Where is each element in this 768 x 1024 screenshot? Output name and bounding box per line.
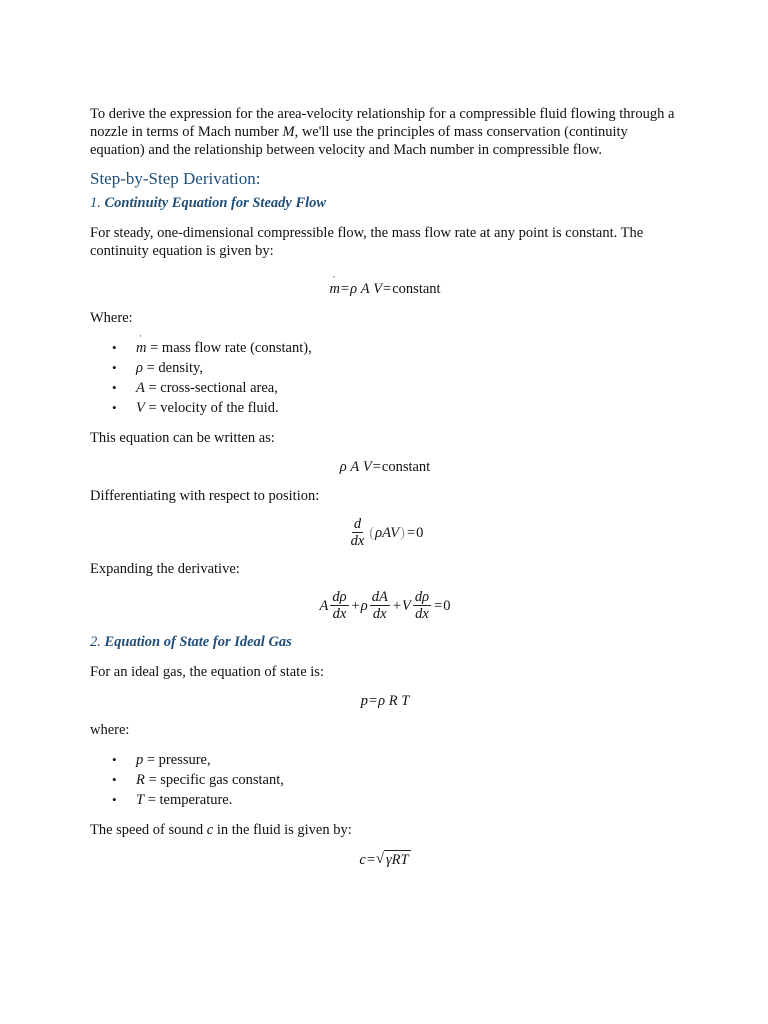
equation-state: p = ρ R T [360,693,410,709]
eq2-rhs: constant [381,459,431,475]
def-text: = mass flow rate (constant), [146,340,312,356]
section1-title [90,194,680,212]
list-item [90,790,680,810]
eq4-n3: dρ [414,589,430,605]
eq1-A: A [360,281,370,297]
def-text: = cross-sectional area, [144,380,278,396]
equation-derivative: $\frac{d}{dx}$ ( ρAV ) = 0 [350,516,424,549]
equation-rho-a-v: ρ A V = constant [339,459,431,475]
definitions-list-2 [90,750,680,810]
eq3-body: ρAV [375,524,400,541]
sound-text-1: The speed of sound [90,822,207,838]
list-item [90,358,680,378]
def-symbol: ρ [136,360,143,376]
list-item [90,770,680,790]
list-item [90,378,680,398]
eq3-num: d [353,516,362,532]
def-text: = density, [142,360,203,376]
section2-title [90,633,680,651]
written-as-text: This equation can be written as: [90,430,275,446]
where-label: Where: [90,310,133,326]
eq6-radicand: γRT [385,852,409,868]
eq5-T: T [401,693,410,709]
section-heading: Step-by-Step Derivation: [90,169,261,188]
eq2-rho: ρ [339,459,347,475]
eq4-frac1 [330,589,348,622]
intro-paragraph [90,105,680,159]
eq4-d1: dx [332,606,347,622]
def-symbol: · m [136,338,146,358]
eq6-c: c [359,851,366,868]
section2-number: 2. [90,634,101,650]
eq4-frac2 [370,589,390,622]
eq5-p: p [360,693,368,709]
def-text: = velocity of the fluid. [144,400,279,416]
document-body [90,105,680,880]
equation-speed-of-sound: c = √ γRT [359,851,409,868]
section1-title-text: Continuity Equation for Steady Flow [104,195,327,211]
eq1-mdot: · m [329,280,339,298]
sqrt-sign: √ γRT [376,851,409,868]
eq4-rho: ρ [360,597,368,614]
list-item [90,750,680,770]
eq3-den: dx [350,533,365,549]
def-symbol: V [136,400,145,416]
def-text: = specific gas constant, [144,772,284,788]
section1-number: 1. [90,195,101,211]
eq4-V: V [402,597,411,614]
eq4-frac3 [413,589,431,622]
mach-symbol: M [282,124,295,140]
eq1-rhs: constant [392,281,441,297]
list-item [90,338,680,358]
eq2-A: A [350,459,360,475]
eq1-rho: ρ [350,281,358,297]
eq3-fraction [349,516,367,549]
intro-text-1: To derive the expression for the area-velocity relationship for a compressible fluid flowing through a nozzle in terms of Mach number [90,106,675,140]
eq2-V: V [362,459,372,475]
ideal-gas-paragraph: For an ideal gas, the equation of state is: [90,664,324,680]
list-item [90,398,680,418]
def-symbol: A [136,380,145,396]
eq4-d2: dx [372,606,387,622]
speed-of-sound-text [90,821,680,839]
eq3-rhs: 0 [416,524,424,541]
where-label-2: where: [90,722,130,738]
def-text: = pressure, [143,752,211,768]
eq5-R: R [388,693,398,709]
eq4-rhs: 0 [443,597,451,614]
equation-mass-flow: · m = ρ A V = constant [90,280,680,298]
def-symbol: R [136,772,145,788]
sound-text-2: in the fluid is given by: [213,822,352,838]
eq4-n2: dA [371,589,388,605]
definitions-list-1 [90,338,680,418]
eq4-n1: dρ [332,589,347,605]
expanding-text: Expanding the derivative: [90,561,240,577]
differentiating-text: Differentiating with respect to position: [90,488,320,504]
def-symbol: T [136,792,145,808]
def-symbol: p [136,752,144,768]
eq5-rho: ρ [378,693,386,709]
continuity-paragraph: For steady, one-dimensional compressible flow, the mass flow rate at any point is constant. The continuity equation is given by: [90,225,644,259]
def-text: = temperature. [144,792,233,808]
eq1-V: V [373,281,383,297]
equation-expanded: A $\frac{d\rho}{dx}$ + ρ $\frac{dA}{dx}$ + V $\frac{d\rho}{dx}$ = 0 [319,589,451,622]
eq4-A: A [319,597,329,614]
sound-symbol: c [206,822,214,838]
section2-title-text: Equation of State for Ideal Gas [104,634,292,650]
eq4-d3: dx [415,606,429,622]
intro-text-2: , we'll use the principles of mass conservation (continuity equation) and the relationship between velocity and Mach number in compressible flow. [90,124,628,158]
